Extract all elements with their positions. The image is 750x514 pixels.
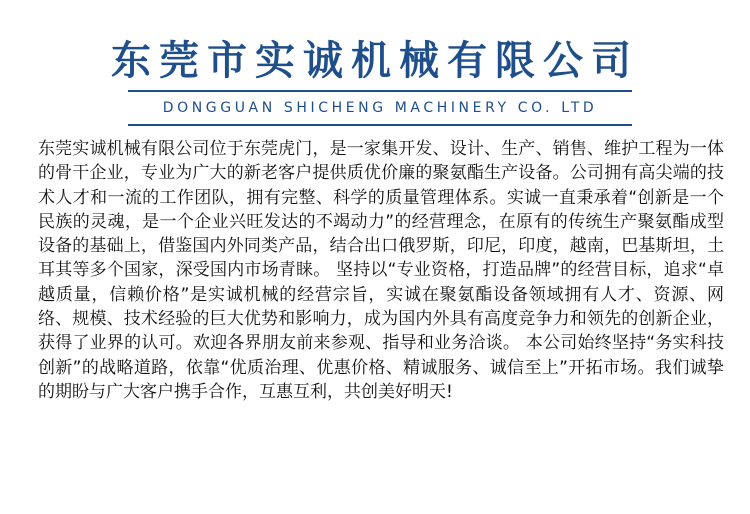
company-name-english: DONGGUAN SHICHENG MACHINERY CO. LTD — [162, 100, 598, 116]
header-rule-bottom — [128, 124, 632, 126]
company-introduction-paragraph: 东莞实诚机械有限公司位于东莞虎门，是一家集开发、设计、生产、销售、维护工程为一体的骨干企业，专业为广大的新老客户提供质优价廉的聚氨酯生产设备。公司拥有高尖端的技术人才和一流的工作团队，拥有完整、科学的质量管理体系。实诚一直秉承着“创新是一个民族的灵魂，是一个企业兴旺发达的不竭动力”的经营理念，在原有的传统生产聚氨酯成型设备的基础上，借鉴国内外同类产品，结合出口俄罗斯，印尼，印度，越南，巴基斯坦，土耳其等多个国家，深受国内市场青睐。 坚持以“专业资格，打造品牌”的经营目标，追求“卓越质量，信赖价格”是实诚机械的经营宗旨，实诚在聚氨酯设备领域拥有人才、资源、网络、规模、技术经验的巨大优势和影响力，成为国内外具有高度竞争力和领先的创新企业，获得了业界的认可。欢迎各界朋友前来参观、指导和业务洽谈。 本公司始终坚持“务实科技创新”的战略道路，依靠“优质治理、优惠价格、精诚服务、诚信至上”开拓市场。我们诚挚的期盼与广大客户携手合作，互惠互利，共创美好明天! — [38, 139, 724, 402]
header-rule-top — [128, 90, 632, 92]
company-header — [0, 0, 750, 128]
company-name-chinese: 东莞市实诚机械有限公司 — [111, 38, 639, 84]
